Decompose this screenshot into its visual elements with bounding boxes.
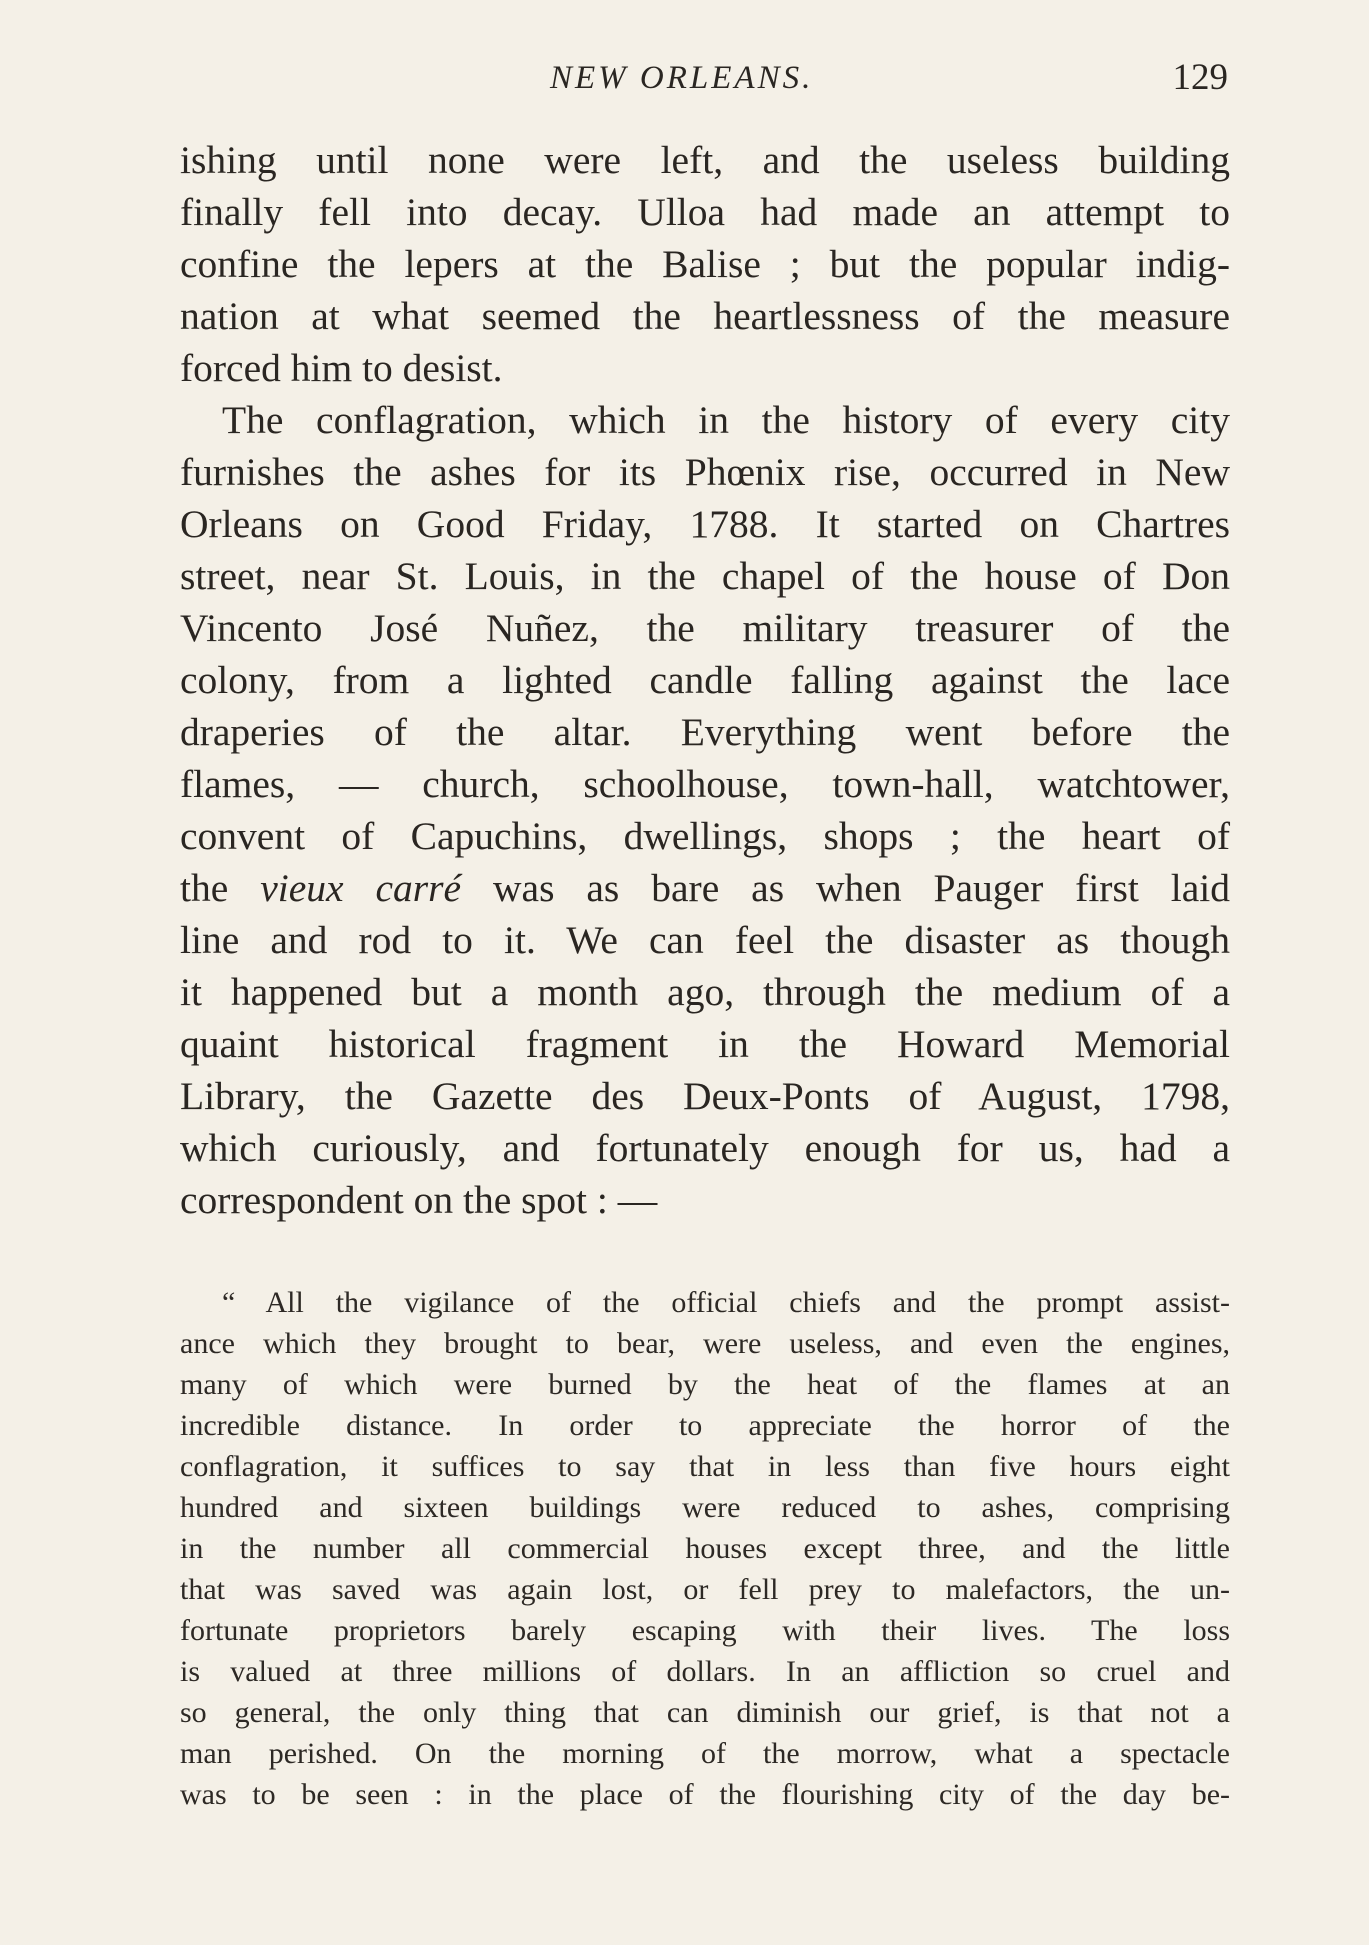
quote-line: so general, the only thing that can diminish our grief, is that not a (180, 1696, 1230, 1729)
quote-line: is valued at three millions of dollars. In an affliction so cruel and (180, 1655, 1230, 1688)
quote-line: many of which were burned by the heat of the flames at an (180, 1368, 1230, 1401)
text-line: correspondent on the spot : — (180, 1178, 658, 1222)
text-line: colony, from a lighted candle falling against the lace (180, 658, 1230, 702)
text-line: it happened but a month ago, through the medium of a (180, 970, 1230, 1014)
quote-line: that was saved was again lost, or fell prey to malefactors, the un- (180, 1573, 1230, 1606)
text-line: nation at what seemed the heartlessness of the measure (180, 294, 1230, 338)
quote-line: ance which they brought to bear, were useless, and even the engines, (180, 1327, 1230, 1360)
text-line: which curiously, and fortunately enough for us, had a (180, 1126, 1230, 1170)
text-line: convent of Capuchins, dwellings, shops ; the heart of (180, 814, 1230, 858)
running-title: NEW ORLEANS. (550, 60, 814, 96)
text-line-with-italic (180, 862, 1230, 914)
block-quote (180, 1282, 1230, 1815)
text-line: finally fell into decay. Ulloa had made an attempt to (180, 190, 1230, 234)
text-line: forced him to desist. (180, 346, 503, 390)
body-text (180, 134, 1230, 1226)
text-line: furnishes the ashes for its Phœnix rise, occurred in New (180, 450, 1230, 494)
quote-line: hundred and sixteen buildings were reduced to ashes, comprising (180, 1491, 1230, 1524)
running-head (180, 57, 1230, 110)
text-line: quaint historical fragment in the Howard Memorial (180, 1022, 1230, 1066)
text-line: line and rod to it. We can feel the disaster as though (180, 918, 1230, 962)
text-line: street, near St. Louis, in the chapel of the house of Don (180, 554, 1230, 598)
text-line: confine the lepers at the Balise ; but the popular indig- (180, 242, 1230, 286)
page-number: 129 (1172, 57, 1228, 98)
quote-line: incredible distance. In order to appreciate the horror of the (180, 1409, 1230, 1442)
text-line: draperies of the altar. Everything went before the (180, 710, 1230, 754)
text-line: Vincento José Nuñez, the military treasurer of the (180, 606, 1230, 650)
quote-line: “ All the vigilance of the official chiefs and the prompt assist- (222, 1286, 1230, 1319)
text-fragment: was as bare as when Pauger first laid (493, 866, 1230, 910)
quote-line: was to be seen : in the place of the flourishing city of the day be- (180, 1778, 1230, 1811)
italic-phrase: vieux carré (260, 866, 462, 910)
quote-line: conflagration, it suffices to say that in less than five hours eight (180, 1450, 1230, 1483)
text-line: ishing until none were left, and the useless building (180, 138, 1230, 182)
text-line: Orleans on Good Friday, 1788. It started on Chartres (180, 502, 1230, 546)
quote-line: fortunate proprietors barely escaping with their lives. The loss (180, 1614, 1230, 1647)
quote-line: man perished. On the morning of the morrow, what a spectacle (180, 1737, 1230, 1770)
text-line: Library, the Gazette des Deux-Ponts of August, 1798, (180, 1074, 1230, 1118)
quote-line: in the number all commercial houses except three, and the little (180, 1532, 1230, 1565)
text-line: The conflagration, which in the history of every city (222, 398, 1230, 442)
text-line: flames, — church, schoolhouse, town-hall, watchtower, (180, 762, 1230, 806)
text-fragment: the (180, 866, 229, 910)
